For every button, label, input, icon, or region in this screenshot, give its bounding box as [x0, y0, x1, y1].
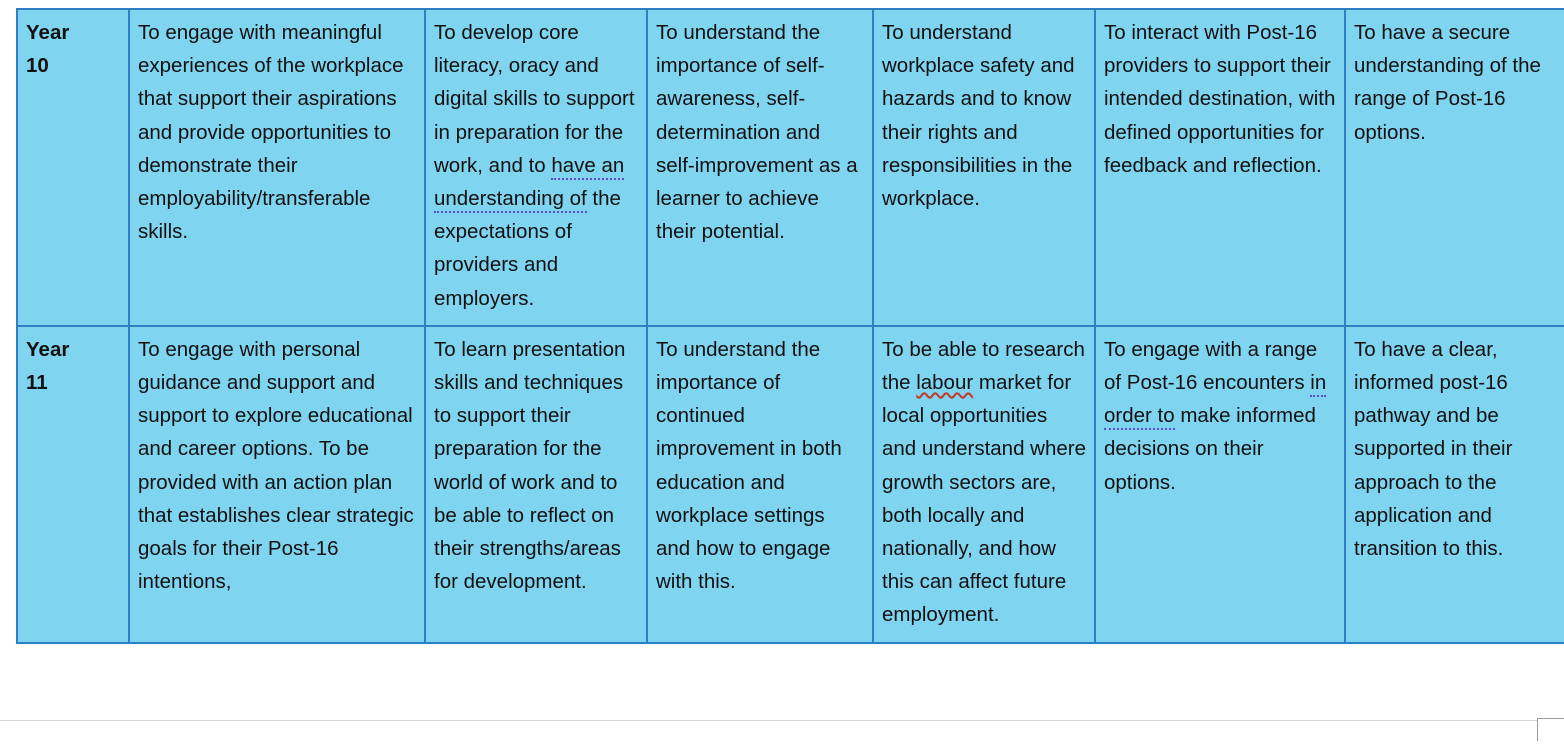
- year11-cell-4: To be able to research the labour market for local opportunities and understand where growth sectors are, both locally and nationally, and how this can affect future employment.: [873, 326, 1095, 643]
- year-label-cell: [17, 9, 129, 326]
- year-label-number: 11: [26, 371, 48, 394]
- table-row: [17, 326, 1564, 643]
- year-label-number: 10: [26, 54, 49, 77]
- careers-curriculum-table: [16, 8, 1564, 644]
- grammar-suggestion-underline: in order to: [1104, 371, 1326, 430]
- page-corner-fold: [1537, 718, 1564, 741]
- page-divider: [0, 720, 1564, 721]
- year11-cell-3: To understand the importance of continued improvement in both education and workplace settings and how to engage with this.: [647, 326, 873, 643]
- year10-cell-2: To develop core literacy, oracy and digital skills to support in preparation for the work, and to have an understanding of the expectations of providers and employers.: [425, 9, 647, 326]
- year11-cell-1: To engage with personal guidance and support and support to explore educational and career options. To be provided with an action plan that establishes clear strategic goals for their Post-16 intentions,: [129, 326, 425, 643]
- year10-cell-5: To interact with Post-16 providers to support their intended destination, with defined opportunities for feedback and reflection.: [1095, 9, 1345, 326]
- year10-cell-4: To understand workplace safety and hazards and to know their rights and responsibilities in the workplace.: [873, 9, 1095, 326]
- year-label-word: Year: [26, 21, 69, 44]
- spelling-suggestion-underline: labour: [916, 371, 973, 394]
- year11-cell-5: To engage with a range of Post-16 encounters in order to make informed decisions on their options.: [1095, 326, 1345, 643]
- year11-cell-6: To have a clear, informed post-16 pathway and be supported in their approach to the application and transition to this.: [1345, 326, 1564, 643]
- year10-cell-3: To understand the importance of self-awareness, self-determination and self-improvement as a learner to achieve their potential.: [647, 9, 873, 326]
- year11-cell-2: To learn presentation skills and techniques to support their preparation for the world of work and to be able to reflect on their strengths/areas for development.: [425, 326, 647, 643]
- year10-cell-1: To engage with meaningful experiences of the workplace that support their aspirations and provide opportunities to demonstrate their employability/transferable skills.: [129, 9, 425, 326]
- table-row: [17, 9, 1564, 326]
- grammar-suggestion-underline: have an understanding of: [434, 154, 624, 213]
- year10-cell-6: To have a secure understanding of the range of Post-16 options.: [1345, 9, 1564, 326]
- year-label-word: Year: [26, 338, 69, 361]
- year-label-cell: [17, 326, 129, 643]
